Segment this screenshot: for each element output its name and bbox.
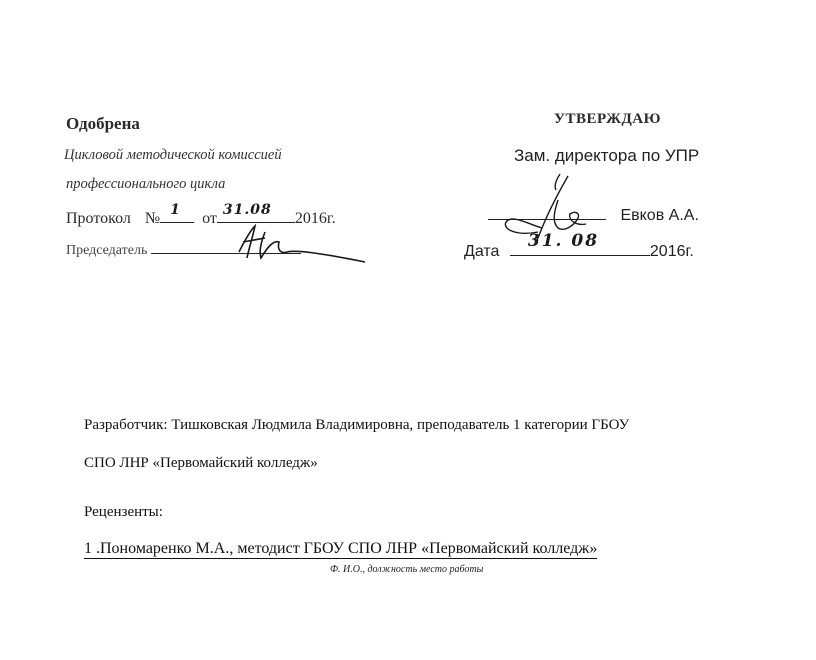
- protocol-label: Протокол: [66, 210, 131, 227]
- reviewer-1: 1 .Пономаренко М.А., методист ГБОУ СПО ЛНР «Первомайский колледж»: [84, 540, 598, 557]
- protocol-year: 2016г.: [294, 210, 336, 227]
- approval-date: 31. 08: [527, 231, 600, 251]
- protocol-date: 31.08: [222, 202, 272, 218]
- developer-line-1: Разработчик: Тишковская Людмила Владимировна, преподаватель 1 категории ГБОУ: [84, 417, 630, 433]
- approve-heading: УТВЕРЖДАЮ: [554, 111, 662, 127]
- approval-year: 2016г.: [649, 243, 694, 260]
- deputy-position: Зам. директора по УПР: [514, 146, 700, 165]
- commission-line: Цикловой методической комиссией: [64, 147, 282, 163]
- approver-signature: [498, 170, 618, 250]
- protocol-number-blank: [160, 202, 194, 223]
- reviewer-caption: Ф. И.О., должность место работы: [330, 564, 484, 575]
- chair-label: Председатель: [66, 243, 148, 258]
- chair-signature: [225, 218, 375, 268]
- approver-name: Евков А.А.: [620, 207, 699, 224]
- date-label: Дата: [464, 243, 500, 260]
- developer-line-2: СПО ЛНР «Первомайский колледж»: [84, 455, 318, 471]
- protocol-number: 1: [170, 202, 180, 218]
- cycle-line: профессионального цикла: [66, 176, 226, 192]
- reviewers-heading: Рецензенты:: [84, 504, 163, 520]
- approved-heading: Одобрена: [66, 114, 140, 133]
- number-sign: №: [144, 210, 161, 227]
- from-label: от: [202, 210, 217, 227]
